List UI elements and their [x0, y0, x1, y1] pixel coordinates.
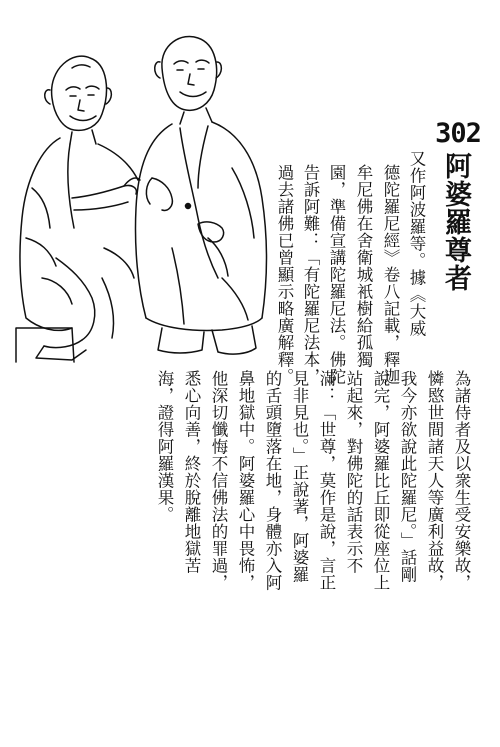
- lower-text-column: 滿：「世尊，莫作是說，言正: [317, 370, 336, 591]
- lower-text-column: 我今亦欲說此陀羅尼。」話剛: [398, 370, 417, 583]
- bench-outline: [16, 328, 74, 362]
- upper-text-column: 過去諸佛已曾顯示略廣解釋。: [275, 164, 294, 385]
- upper-text-column: 又作阿波羅等。據《大威: [407, 150, 426, 337]
- upper-text-column: 告訴阿難：「有陀羅尼法本，: [301, 164, 320, 385]
- upper-text-column: 德陀羅尼經》卷八記載，釋迦: [381, 164, 400, 385]
- entry-title: 阿婆羅尊者: [440, 152, 471, 292]
- lower-text-column: 的舌頭墮落在地，身體亦入阿: [263, 370, 282, 591]
- lower-text-column: 悉心向善，終於脫離地獄苦: [182, 370, 201, 574]
- lower-text-column: 站起來，對佛陀的話表示不: [344, 370, 363, 574]
- left-monk-figure: [20, 56, 140, 360]
- lower-text-column: 鼻地獄中。阿婆羅心中畏怖，: [236, 370, 255, 591]
- upper-text-column: 牟尼佛在舍衛城衹樹給孤獨: [354, 164, 373, 368]
- lower-text-column: 為諸侍者及以衆生受安樂故，: [452, 370, 471, 591]
- lower-text-column: 說完，阿婆羅比丘即從座位上: [371, 370, 390, 591]
- two-monks-illustration: [12, 28, 274, 368]
- lower-text-column: 憐愍世間諸天人等廣利益故，: [425, 370, 444, 591]
- upper-text-column: 園，準備宣講陀羅尼法。佛陀: [327, 164, 346, 385]
- right-monk-figure: [135, 36, 266, 354]
- entry-number: 302: [435, 118, 481, 149]
- lower-text-column: 他深切懺悔不信佛法的罪過，: [209, 370, 228, 591]
- lower-text-column: 見非見也。」正說著，阿婆羅: [290, 370, 309, 583]
- lower-text-column: 海，證得阿羅漢果。: [155, 370, 174, 523]
